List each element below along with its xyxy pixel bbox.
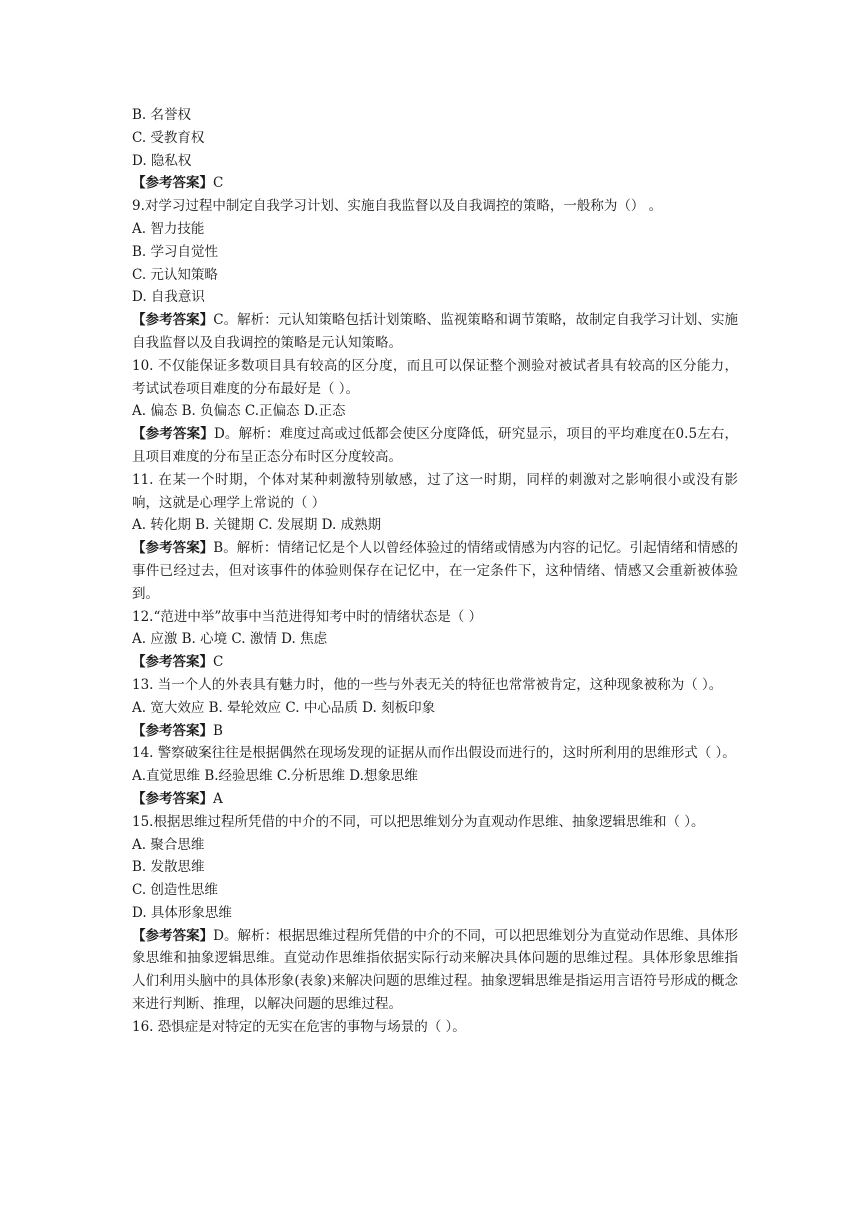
question-line: 13. 当一个人的外表具有魅力时，他的一些与外表无关的特征也常常被肯定，这种现象被称为（ ）。 bbox=[132, 676, 723, 693]
option-line: D. 自我意识 bbox=[132, 289, 205, 306]
question-line: 9.对学习过程中制定自我学习计划、实施自我监督以及自我调控的策略，一般称为（） 。 bbox=[132, 198, 663, 215]
option-line: A. 宽大效应 B. 晕轮效应 C. 中心品质 D. 刻板印象 bbox=[132, 699, 436, 716]
answer-label: 【参考答案】 bbox=[132, 722, 213, 739]
option-line: A. 转化期 B. 关键期 C. 发展期 D. 成熟期 bbox=[132, 517, 382, 534]
option-line: A. 偏态 B. 负偏态 C.正偏态 D.正态 bbox=[132, 403, 346, 420]
answer-text: B bbox=[213, 722, 223, 739]
answer-label: 【参考答案】 bbox=[132, 426, 214, 443]
option-line: D. 具体形象思维 bbox=[132, 904, 232, 921]
question-line: 14. 警察破案往往是根据偶然在现场发现的证据从而作出假设而进行的，这时所利用的思维形式（ ）。 bbox=[132, 745, 736, 762]
answer-label: 【参考答案】 bbox=[132, 312, 214, 329]
answer-label: 【参考答案】 bbox=[132, 790, 213, 807]
answer-label: 【参考答案】 bbox=[132, 927, 214, 944]
option-line: A.直觉思维 B.经验思维 C.分析思维 D.想象思维 bbox=[132, 768, 418, 785]
answer-text: C bbox=[213, 175, 224, 192]
answer-label: 【参考答案】 bbox=[132, 540, 214, 557]
answer-line bbox=[132, 423, 738, 469]
option-line: D. 隐私权 bbox=[132, 152, 192, 169]
answer-line bbox=[132, 309, 738, 355]
option-line: C. 创造性思维 bbox=[132, 882, 218, 899]
question-line: 11. 在某一个时期，个体对某种刺激特别敏感，过了这一时期，同样的刺激对之影响很小或没有影响，这就是心理学上常说的（ ） bbox=[132, 471, 738, 511]
option-line: A. 应激 B. 心境 C. 激情 D. 焦虑 bbox=[132, 631, 328, 648]
question-line: 15.根据思维过程所凭借的中介的不同，可以把思维划分为直观动作思维、抽象逻辑思维和（ ）。 bbox=[132, 813, 705, 830]
question-line: 12.“范进中举”故事中当范进得知考中时的情绪状态是（ ） bbox=[132, 608, 483, 625]
question-line: 16. 恐惧症是对特定的无实在危害的事物与场景的（ ）。 bbox=[132, 1018, 466, 1035]
answer-text: A bbox=[213, 790, 223, 807]
option-line: A. 聚合思维 bbox=[132, 836, 205, 853]
option-line: B. 学习自觉性 bbox=[132, 243, 219, 260]
option-line: B. 名誉权 bbox=[132, 107, 192, 123]
answer-line bbox=[132, 537, 738, 605]
option-line: B. 发散思维 bbox=[132, 859, 205, 876]
answer-label: 【参考答案】 bbox=[132, 654, 213, 671]
answer-line bbox=[132, 925, 738, 1016]
answer-line bbox=[132, 172, 738, 195]
answer-text: D。解析：难度过高或过低都会使区分度降低，研究显示，项目的平均难度在0.5左右，且项目难度的分布呈正态分布时区分度较高。 bbox=[132, 426, 738, 465]
question-line: 10. 不仅能保证多数项目具有较高的区分度，而且可以保证整个测验对被试者具有较高的区分能力，考试试卷项目难度的分布最好是（ ）。 bbox=[132, 357, 738, 397]
answer-label: 【参考答案】 bbox=[132, 175, 213, 192]
option-line: A. 智力技能 bbox=[132, 220, 205, 237]
option-line: C. 受教育权 bbox=[132, 129, 205, 146]
answer-text: D。解析：根据思维过程所凭借的中介的不同，可以把思维划分为直觉动作思维、具体形象思维和抽象逻辑思维。直觉动作思维指依据实际行动来解决具体问题的思维过程。具体形象思维指人们利用头脑中的具体形象(表象)来解决问题的思维过程。抽象逻辑思维是指运用言语符号形成的概念来进行判断、推理，以解决问题的思维过程。 bbox=[132, 927, 739, 1013]
answer-line bbox=[132, 788, 738, 811]
answer-text: B。解析：情绪记忆是个人以曾经体验过的情绪或情感为内容的记忆。引起情绪和情感的事件已经过去，但对该事件的体验则保存在记忆中，在一定条件下，这种情绪、情感又会重新被体验到。 bbox=[132, 540, 739, 602]
answer-text: C bbox=[213, 654, 224, 671]
answer-text: C。解析：元认知策略包括计划策略、监视策略和调节策略，故制定自我学习计划、实施自我监督以及自我调控的策略是元认知策略。 bbox=[132, 312, 738, 351]
answer-line bbox=[132, 720, 738, 743]
option-line: C. 元认知策略 bbox=[132, 266, 218, 283]
document-content bbox=[132, 104, 738, 1039]
answer-line bbox=[132, 651, 738, 674]
